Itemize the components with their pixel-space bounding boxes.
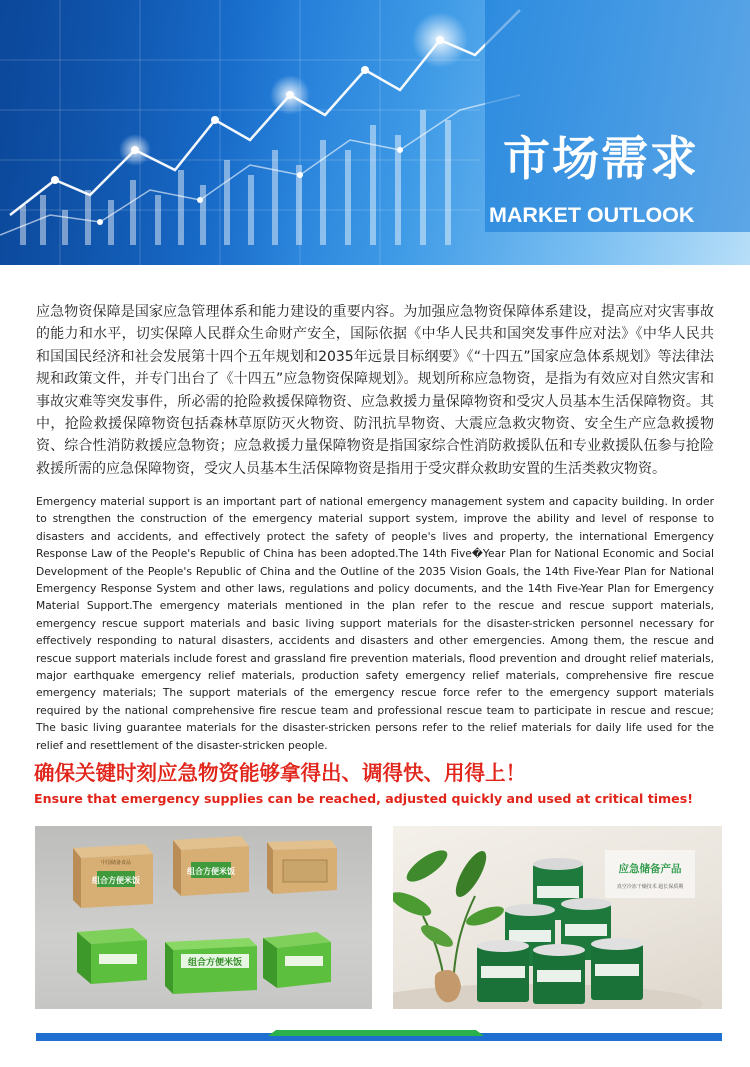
sign-title: 应急储备产品 — [618, 863, 682, 875]
box-label-green: 组合方便米饭 — [187, 958, 243, 968]
page-title: 市场需求 — [503, 132, 699, 187]
footer-stripe — [36, 1030, 722, 1041]
product-cans-photo — [393, 826, 722, 1009]
english-paragraph: Emergency material support is an important part of national emergency management system and capacity building. In order to strengthen the construction of the emergency material support system, improve the ability and level of response to disasters and accidents, and effectively protect the safety of people's lives and property, the international Emergency Response Law of the People's Republic of China has been adopted.The 14th Five�Year Plan for National Economic and Social Development of the People's Republic of China and the Outline of the 2035 Vision Goals, the 14th Five-Year Plan for National Emergency Response System and other laws, regulations and policy documents, and the 14th Five-Year Plan for Emergency Material Support.The emergency materials mentioned in the plan refer to the rescue and rescue support materials, emergency rescue support materials and basic living support materials for the disaster-stricken personnel necessary for effectively responding to natural disasters, accidents and disasters and other emergencies. Among them, the rescue and rescue support materials include forest and grassland fire prevention materials, flood prevention and drought relief materials, major earthquake emergency relief materials, production safety emergency relief materials, comprehensive fire rescue emergency materials; The support materials of the emergency rescue force refer to the emergency support materials required by the national comprehensive fire rescue team and professional rescue team to participate in rescue and rescue; The basic living guarantee materials for the disaster-stricken persons refer to the relief materials for daily life used for the relief and resettlement of the disaster-stricken people. — [36, 495, 714, 752]
sign-subtitle: 真空冷冻干燥技术 超长保质期 — [616, 884, 684, 890]
title-panel — [485, 0, 750, 232]
box-label-2: 组合方便米饭 — [187, 867, 235, 876]
box-small-label-1: 中国储备食品 — [100, 860, 132, 866]
box-label-1: 组合方便米饭 — [92, 876, 140, 885]
page-subtitle: MARKET OUTLOOK — [489, 203, 695, 227]
slogan-chinese: 确保关键时刻应急物资能够拿得出、调得快、用得上！ — [34, 761, 526, 785]
slogan-english: Ensure that emergency supplies can be reached, adjusted quickly and used at critical times! — [34, 791, 693, 806]
product-boxes-photo — [35, 826, 372, 1009]
chinese-paragraph: 应急物资保障是国家应急管理体系和能力建设的重要内容。为加强应急物资保障体系建设，提高应对灾害事故的能力和水平，切实保障人民群众生命财产安全，国际依据《中华人民共和国突发事件应对法》《中华人民共和国国民经济和社会发展第十四个五年规划和2035年远景目标纲要》《“十四五”国家应急体系规划》等法律法规和政策文件，并专门出台了《十四五”应急物资保障规划》。规划所称应急物资，是指为有效应对自然灾害和事故灾难等突发事件，所必需的抢险救援保障物资、应急救援力量保障物资和受灾人员基本生活保障物资。其中，抢险救援保障物资包括森林草原防灭火物资、防汛抗旱物资、大震应急救灾物资、安全生产应急救援物资、综合性消防救援应急物资；应急救援力量保障物资是指国家综合性消防救援队伍和专业救援队伍参与抢险救援所需的应急保障物资，受灾人员基本生活保障物资是指用于受灾群众救助安置的生活类救灾物资。 — [36, 304, 714, 477]
